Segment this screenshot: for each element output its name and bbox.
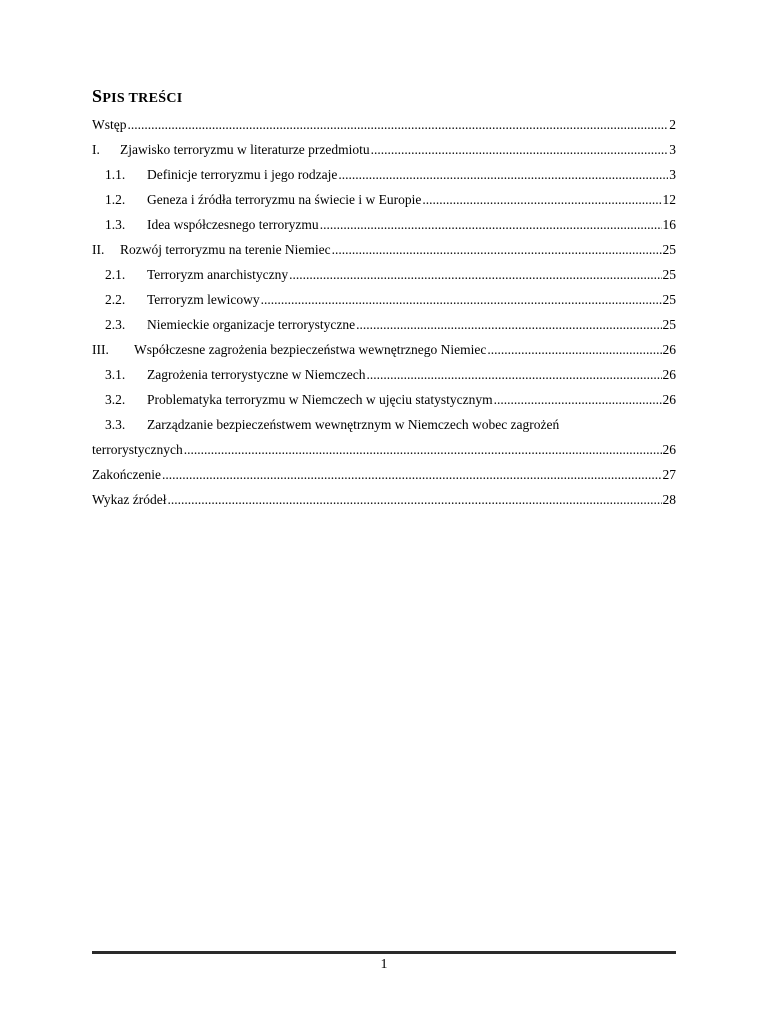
toc-entry-page: 25 xyxy=(662,317,676,332)
table-of-contents xyxy=(92,112,676,512)
toc-entry-number: 1.3. xyxy=(105,217,126,232)
toc-entry-page: 3 xyxy=(669,167,676,182)
toc-entry[interactable] xyxy=(92,237,676,262)
toc-entry[interactable] xyxy=(92,187,676,212)
toc-leader-dots xyxy=(356,312,661,337)
toc-entry-number: 3.2. xyxy=(105,392,126,407)
toc-entry-number: I. xyxy=(92,142,100,157)
toc-entry-wrapped-line1[interactable] xyxy=(92,412,676,437)
toc-entry-page: 12 xyxy=(662,192,676,207)
toc-entry-page: 26 xyxy=(662,392,676,407)
toc-leader-dots xyxy=(261,287,662,312)
toc-entry-number: 2.1. xyxy=(105,267,126,282)
toc-entry-title: Zagrożenia terrorystyczne w Niemczech xyxy=(147,367,366,382)
toc-entry-title: Współczesne zagrożenia bezpieczeństwa wewnętrznego Niemiec xyxy=(134,342,487,357)
toc-entry[interactable] xyxy=(92,362,676,387)
toc-leader-dots xyxy=(332,237,662,262)
toc-entry-title: Zarządzanie bezpieczeństwem wewnętrznym w Niemczech wobec zagrożeń xyxy=(147,417,560,432)
toc-entry[interactable] xyxy=(92,137,676,162)
toc-entry[interactable] xyxy=(92,312,676,337)
footer-rule xyxy=(92,951,676,954)
toc-leader-dots xyxy=(289,262,661,287)
toc-leader-dots xyxy=(422,187,661,212)
toc-entry-number: 3.3. xyxy=(105,417,126,432)
toc-entry-title: Zjawisko terroryzmu w literaturze przedmiotu xyxy=(120,142,370,157)
toc-entry[interactable] xyxy=(92,262,676,287)
toc-leader-dots xyxy=(162,462,662,487)
toc-entry-title: Terroryzm lewicowy xyxy=(147,292,260,307)
toc-entry-number: 1.2. xyxy=(105,192,126,207)
footer-page-number: 1 xyxy=(380,957,388,972)
toc-leader-dots xyxy=(338,162,668,187)
toc-entry-number: 1.1. xyxy=(105,167,126,182)
toc-entry[interactable] xyxy=(92,387,676,412)
toc-entry[interactable] xyxy=(92,287,676,312)
toc-entry-page: 25 xyxy=(662,292,676,307)
toc-leader-dots xyxy=(184,437,662,462)
toc-entry-page: 16 xyxy=(662,217,676,232)
toc-entry-title: Problematyka terroryzmu w Niemczech w ujęciu statystycznym xyxy=(147,392,493,407)
toc-leader-dots xyxy=(494,387,662,412)
toc-leader-dots xyxy=(168,487,662,512)
toc-leader-dots xyxy=(320,212,662,237)
toc-entry-title: Wykaz źródeł xyxy=(92,492,167,507)
toc-entry-page: 25 xyxy=(662,242,676,257)
toc-entry[interactable] xyxy=(92,487,676,512)
toc-leader-dots xyxy=(371,137,669,162)
toc-entry-number: 2.2. xyxy=(105,292,126,307)
toc-entry-wrapped-line2[interactable] xyxy=(92,437,676,462)
toc-entry-page: 3 xyxy=(669,142,676,157)
toc-entry-page: 2 xyxy=(669,117,676,132)
toc-title-rest: PIS TREŚCI xyxy=(102,91,183,106)
toc-entry[interactable] xyxy=(92,212,676,237)
toc-entry-page: 27 xyxy=(662,467,676,482)
toc-entry-page: 26 xyxy=(662,442,676,457)
toc-leader-dots xyxy=(367,362,662,387)
toc-entry-title: Geneza i źródła terroryzmu na świecie i w Europie xyxy=(147,192,422,207)
toc-entry-number: 3.1. xyxy=(105,367,126,382)
toc-entry-title: Terroryzm anarchistyczny xyxy=(147,267,289,282)
toc-entry[interactable] xyxy=(92,462,676,487)
toc-entry-page: 26 xyxy=(662,367,676,382)
toc-entry-title: Niemieckie organizacje terrorystyczne xyxy=(147,317,356,332)
toc-entry-page: 25 xyxy=(662,267,676,282)
toc-entry-page: 28 xyxy=(662,492,676,507)
toc-entry-title: terrorystycznych xyxy=(92,442,183,457)
toc-leader-dots xyxy=(128,112,669,137)
toc-entry-page: 26 xyxy=(662,342,676,357)
toc-entry-title: Definicje terroryzmu i jego rodzaje xyxy=(147,167,338,182)
toc-entry-title: Idea współczesnego terroryzmu xyxy=(147,217,319,232)
toc-entry-title: Wstęp xyxy=(92,117,127,132)
toc-entry-number: 2.3. xyxy=(105,317,126,332)
toc-entry[interactable] xyxy=(92,112,676,137)
toc-entry-number: II. xyxy=(92,242,105,257)
toc-title-initial: S xyxy=(92,86,103,106)
toc-title xyxy=(92,86,182,107)
toc-leader-dots xyxy=(487,337,661,362)
toc-entry-title: Rozwój terroryzmu na terenie Niemiec xyxy=(120,242,331,257)
toc-entry[interactable] xyxy=(92,162,676,187)
toc-entry-number: III. xyxy=(92,342,109,357)
toc-entry-title: Zakończenie xyxy=(92,467,161,482)
toc-entry[interactable] xyxy=(92,337,676,362)
